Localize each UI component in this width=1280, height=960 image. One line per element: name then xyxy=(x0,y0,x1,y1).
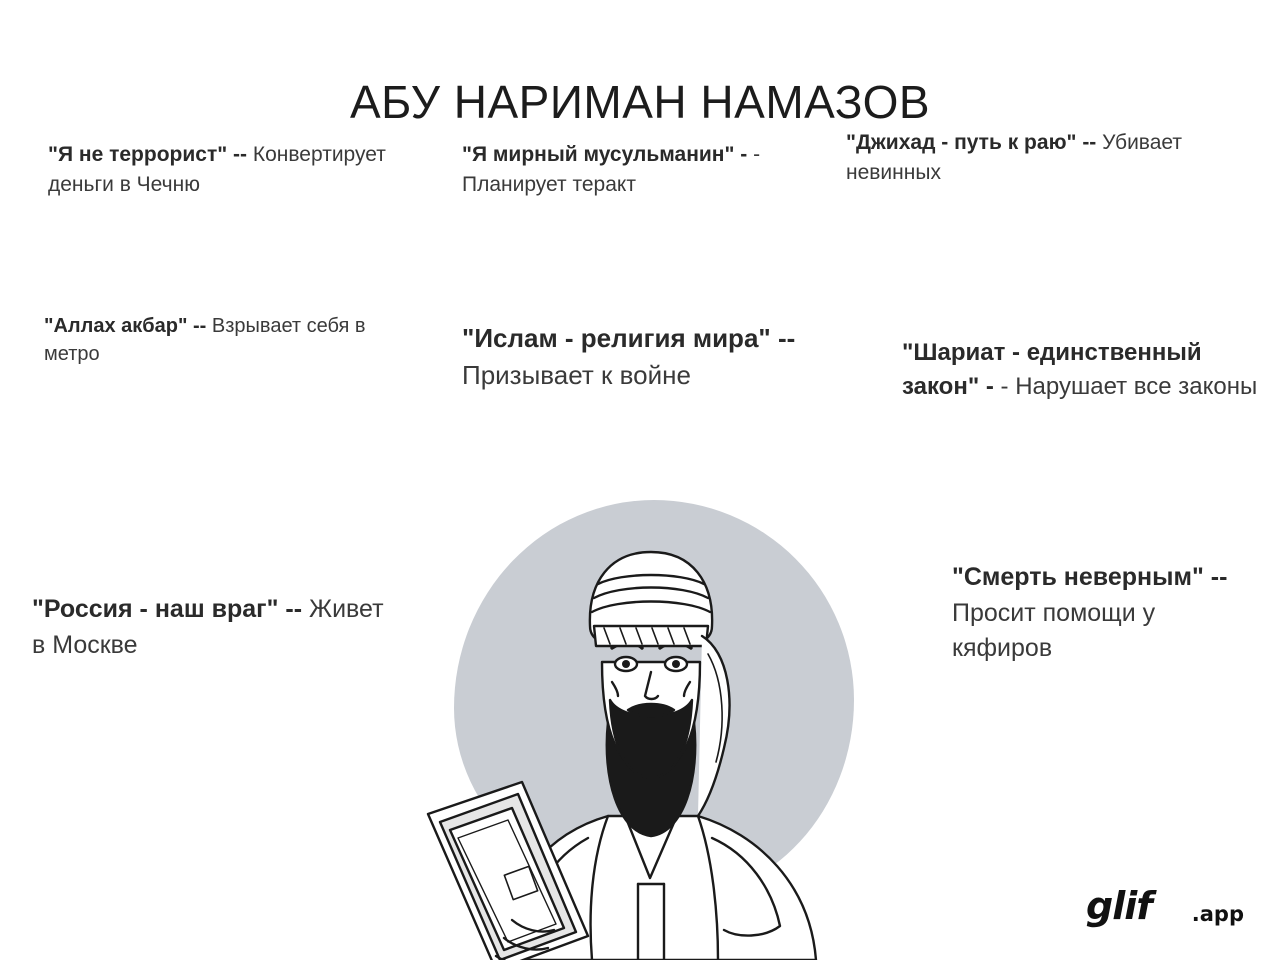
caption-rest: Убивает невинных xyxy=(846,131,1182,184)
man-illustration xyxy=(412,486,882,960)
caption-dash: - xyxy=(740,143,748,166)
caption-quote: "Джихад - путь к раю" xyxy=(846,131,1077,154)
caption-dash: -- xyxy=(1082,131,1097,154)
caption-dash: -- xyxy=(193,315,207,337)
caption-rest: Конвертирует деньги в Чечню xyxy=(48,143,386,196)
logo-suffix: .app xyxy=(1191,902,1244,926)
caption-quote: "Ислам - религия мира" xyxy=(462,323,771,353)
caption-rest: Живет в Москве xyxy=(32,595,384,659)
caption-rest: Просит помощи у кяфиров xyxy=(952,598,1156,662)
caption-dash: -- xyxy=(1210,563,1228,591)
caption-quote: "Аллах акбар" xyxy=(44,315,188,337)
caption-block-3 xyxy=(846,128,1186,188)
caption-block-1 xyxy=(48,140,388,200)
caption-quote: "Россия - наш враг" xyxy=(32,595,279,623)
caption-quote: "Шариат - единственный закон" xyxy=(902,339,1202,401)
caption-dash: -- xyxy=(233,143,248,166)
caption-block-2 xyxy=(462,140,822,200)
caption-block-5 xyxy=(462,320,834,394)
caption-rest: - Нарушает все законы xyxy=(1000,373,1258,401)
caption-block-6 xyxy=(902,336,1274,404)
glif-logo[interactable] xyxy=(1086,870,1246,934)
caption-rest: Призывает к войне xyxy=(462,359,691,390)
caption-rest: Взрывает себя в метро xyxy=(44,315,366,366)
caption-rest: - Планирует теракт xyxy=(462,143,761,196)
man-with-book-icon xyxy=(412,486,882,960)
caption-quote: "Я мирный мусульманин" xyxy=(462,143,735,166)
caption-block-8 xyxy=(952,560,1252,667)
caption-dash: -- xyxy=(777,323,796,353)
caption-dash: - xyxy=(985,373,994,401)
caption-dash: -- xyxy=(285,595,303,623)
page-title: АБУ НАРИМАН НАМАЗОВ xyxy=(349,75,931,128)
caption-block-4 xyxy=(44,312,412,369)
logo-wordmark: glif xyxy=(1086,884,1152,928)
caption-block-7 xyxy=(32,592,400,663)
caption-quote: "Смерть неверным" xyxy=(952,563,1204,591)
caption-quote: "Я не террорист" xyxy=(48,143,228,166)
